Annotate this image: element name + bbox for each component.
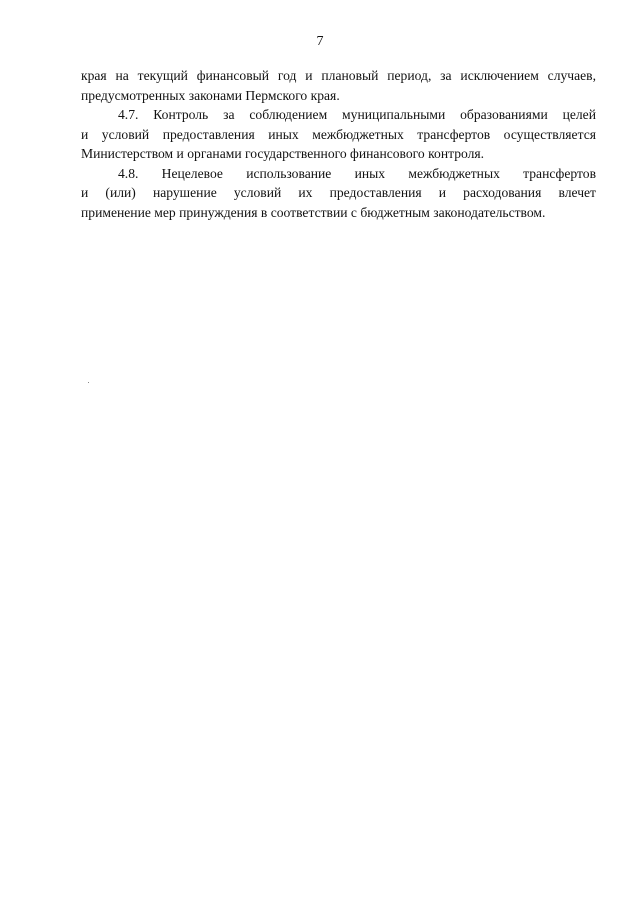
text-line: 4.7. Контроль за соблюдением муниципальными образованиями целей <box>118 107 596 122</box>
text-line: края на текущий финансовый год и плановый период, за исключением случаев, <box>81 68 596 83</box>
document-body <box>81 66 596 222</box>
text-line: и условий предоставления иных межбюджетных трансфертов осуществляется <box>81 126 596 142</box>
text-line: и (или) нарушение условий их предоставления и расходования влечет <box>81 185 596 200</box>
scan-speck <box>88 382 89 383</box>
paragraph-continuation <box>81 66 596 105</box>
page-number: 7 <box>316 34 324 49</box>
text-line: 4.8. Нецелевое использование иных межбюджетных трансфертов <box>118 165 596 181</box>
paragraph-4-7 <box>81 105 596 164</box>
text-line: применение мер принуждения в соответствии с бюджетным законодательством. <box>81 204 546 220</box>
text-line: Министерством и органами государственного финансового контроля. <box>81 146 485 161</box>
text-line: предусмотренных законами Пермского края. <box>81 87 340 103</box>
paragraph-4-8 <box>81 164 596 223</box>
